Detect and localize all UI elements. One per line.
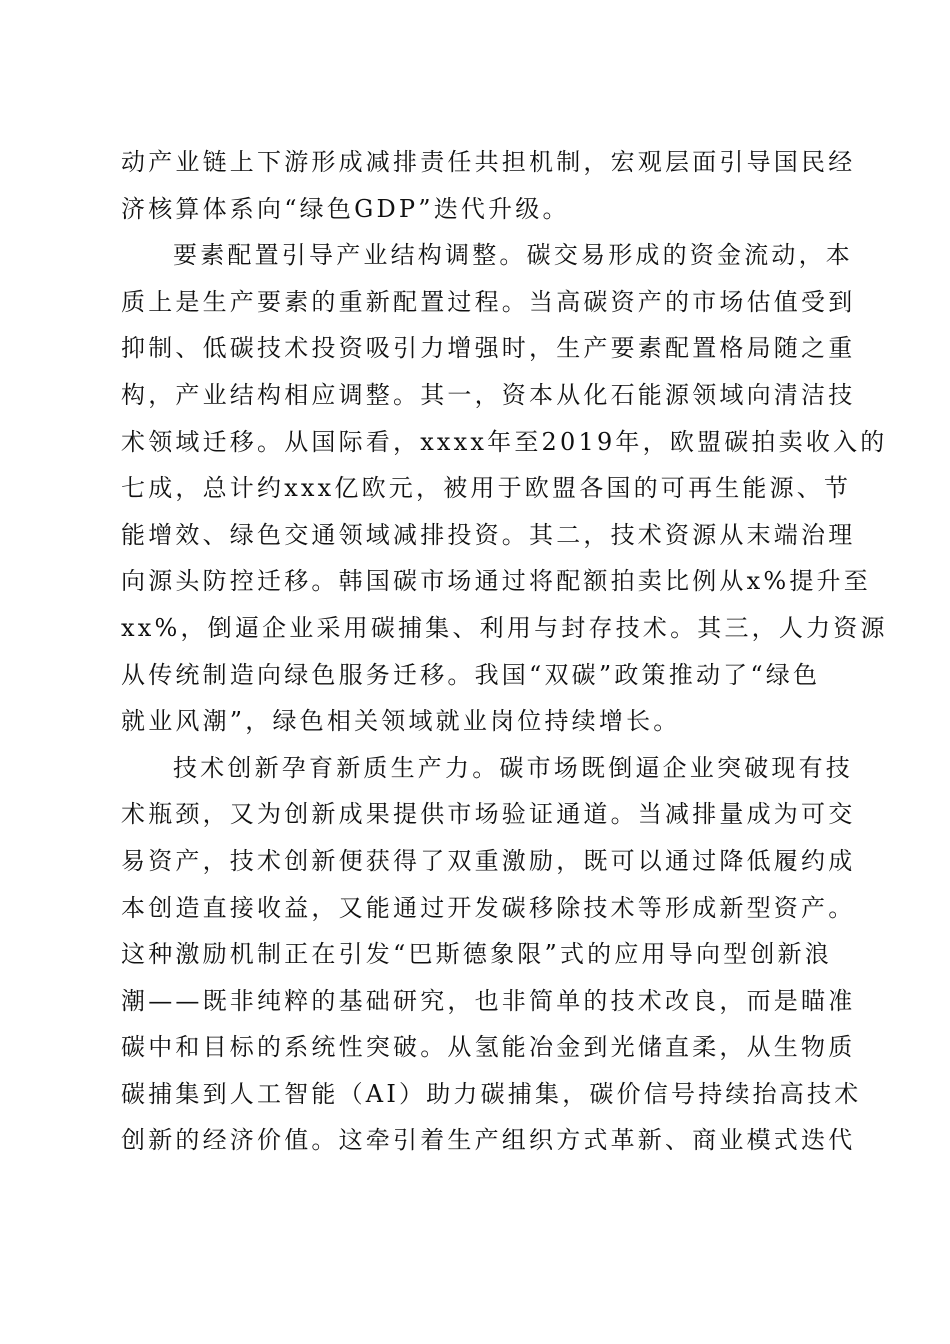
text-line: 术瓶颈，又为创新成果提供市场验证通道。当减排量成为可交 bbox=[121, 800, 856, 829]
paragraph-heading-line: 要素配置引导产业结构调整。碳交易形成的资金流动，本 bbox=[173, 241, 853, 270]
text-line: 创新的经济价值。这牵引着生产组织方式革新、商业模式迭代 bbox=[121, 1126, 856, 1155]
body-text bbox=[121, 139, 888, 1164]
text-line: 就业风潮”，绿色相关领域就业岗位持续增长。 bbox=[121, 707, 681, 736]
text-line: 本创造直接收益，又能通过开发碳移除技术等形成新型资产。 bbox=[121, 893, 856, 922]
text-line: 构，产业结构相应调整。其一，资本从化石能源领域向清洁技 bbox=[121, 380, 856, 409]
text-line: 七成，总计约xxx亿欧元，被用于欧盟各国的可再生能源、节 bbox=[121, 474, 852, 503]
text-line: xx%，倒逼企业采用碳捕集、利用与封存技术。其三，人力资源 bbox=[121, 613, 888, 642]
text-line: 抑制、低碳技术投资吸引力增强时，生产要素配置格局随之重 bbox=[121, 334, 856, 363]
text-line: 能增效、绿色交通领域减排投资。其二，技术资源从末端治理 bbox=[121, 520, 856, 549]
paragraph-heading-line: 技术创新孕育新质生产力。碳市场既倒逼企业突破现有技 bbox=[173, 753, 853, 782]
text-line: 这种激励机制正在引发“巴斯德象限”式的应用导向型创新浪 bbox=[121, 940, 832, 969]
text-line: 碳中和目标的系统性突破。从氢能冶金到光储直柔，从生物质 bbox=[121, 1033, 856, 1062]
text-line: 碳捕集到人工智能（AI）助力碳捕集，碳价信号持续抬高技术 bbox=[121, 1079, 862, 1108]
text-line: 术领域迁移。从国际看，xxxx年至2019年，欧盟碳拍卖收入的 bbox=[121, 427, 888, 456]
text-line: 济核算体系向“绿色GDP”迭代升级。 bbox=[121, 194, 570, 223]
text-line: 质上是生产要素的重新配置过程。当高碳资产的市场估值受到 bbox=[121, 287, 856, 316]
text-line: 从传统制造向绿色服务迁移。我国“双碳”政策推动了“绿色 bbox=[121, 660, 821, 689]
text-line: 向源头防控迁移。韩国碳市场通过将配额拍卖比例从x%提升至 bbox=[121, 567, 871, 596]
text-line: 易资产，技术创新便获得了双重激励，既可以通过降低履约成 bbox=[121, 846, 856, 875]
text-line: 动产业链上下游形成减排责任共担机制，宏观层面引导国民经 bbox=[121, 148, 856, 176]
text-line: 潮——既非纯粹的基础研究，也非简单的技术改良，而是瞄准 bbox=[121, 986, 856, 1015]
